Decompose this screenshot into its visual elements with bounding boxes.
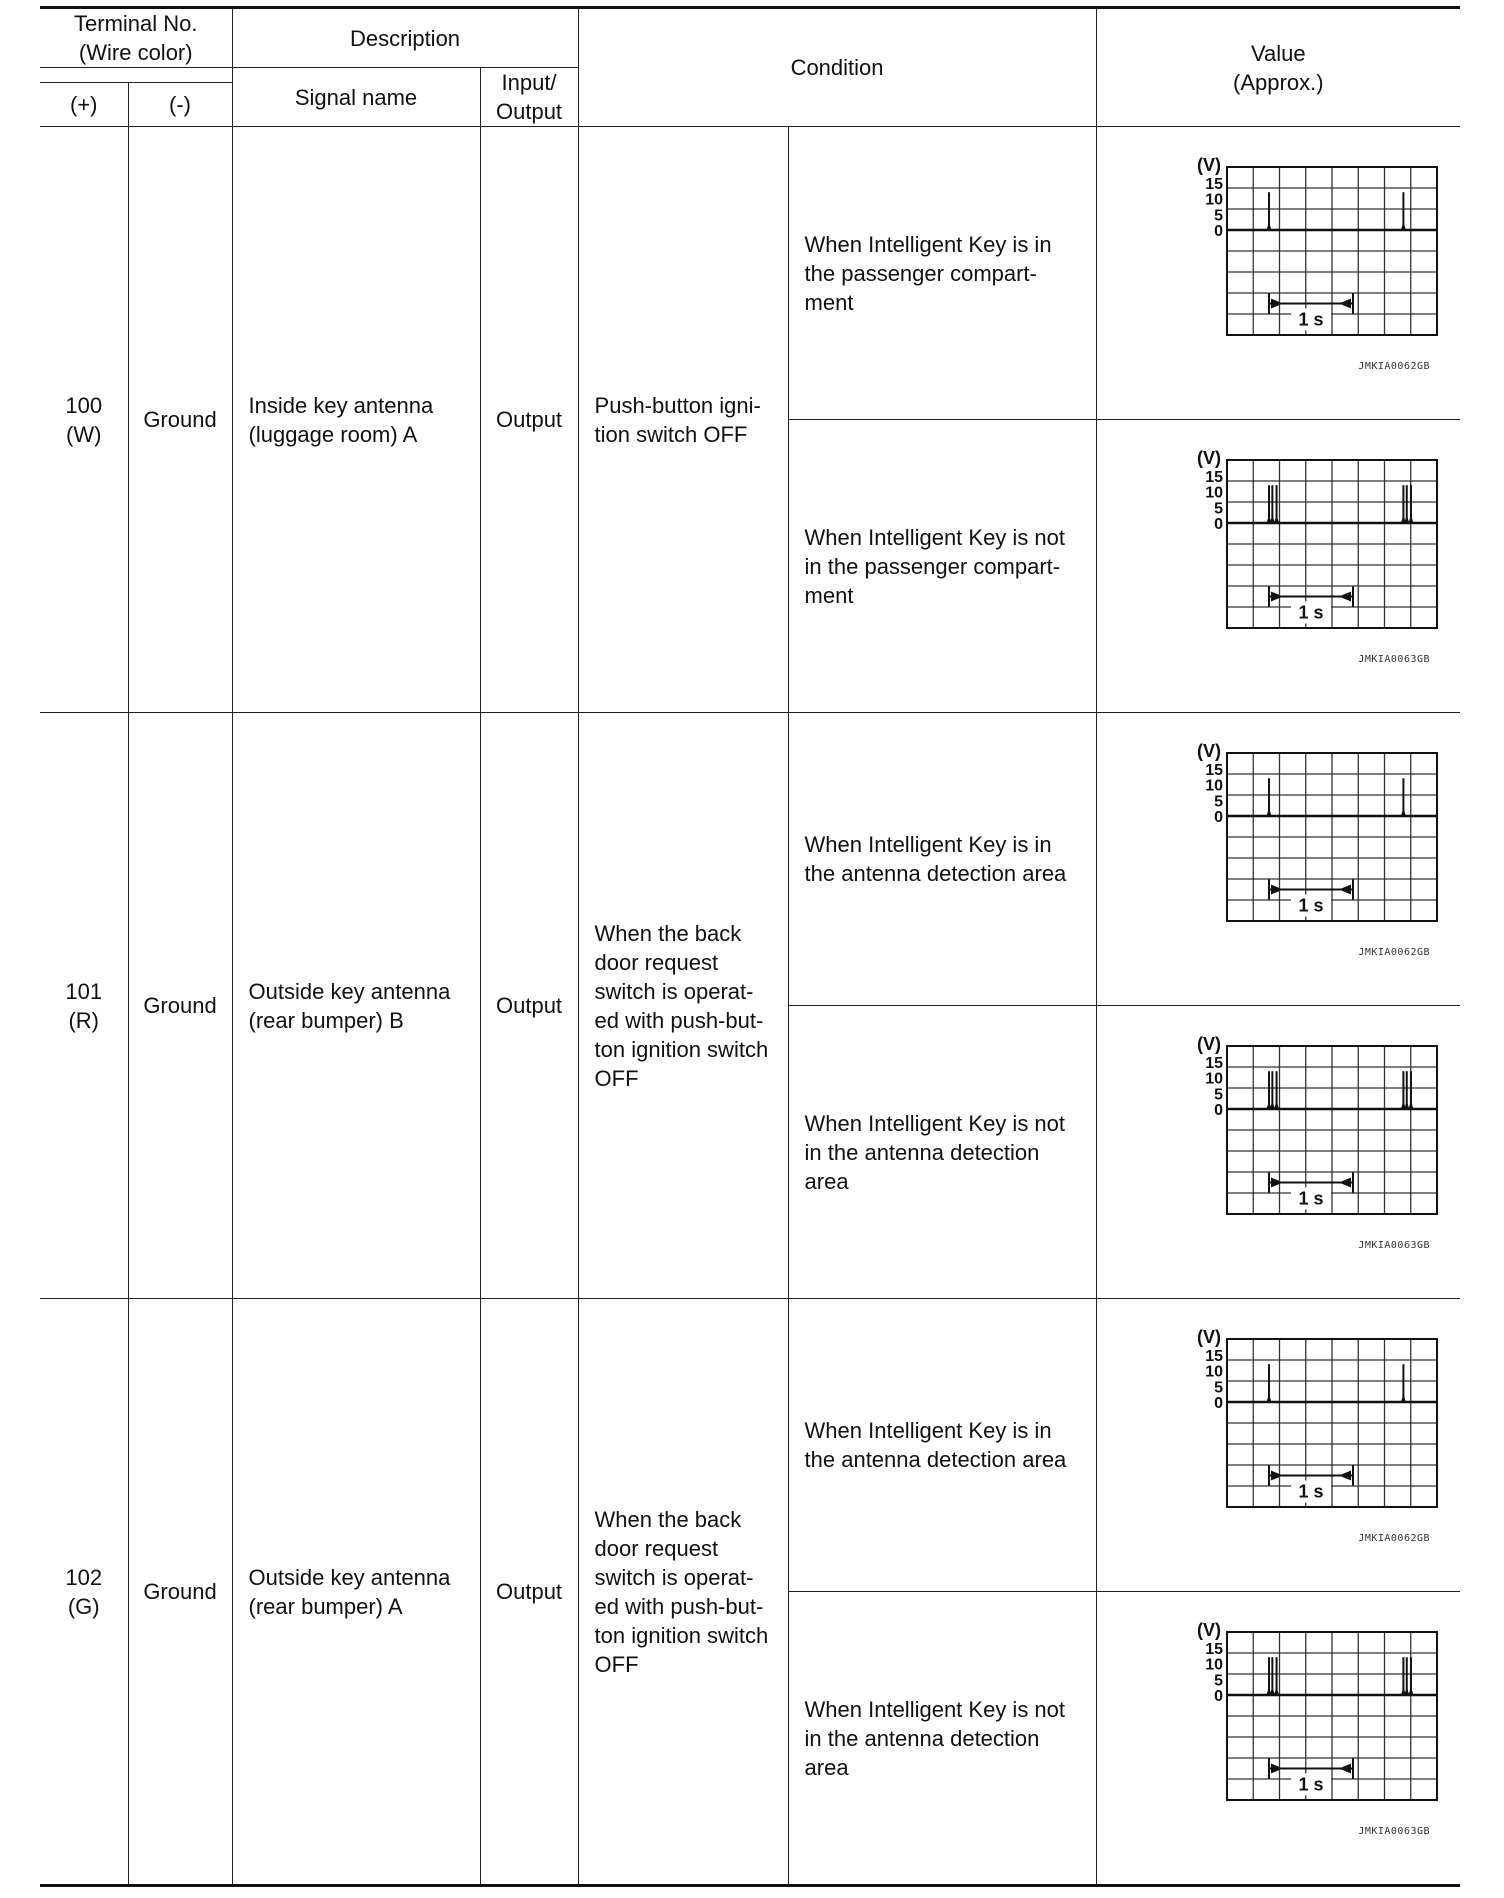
pulse-base <box>1266 222 1271 230</box>
pulse-base <box>1408 1687 1413 1695</box>
pulse-base <box>1404 1687 1409 1695</box>
terminal-number: 102 <box>65 1564 103 1590</box>
figure-code: JMKIA0063GB <box>1358 1240 1431 1251</box>
figure-code: JMKIA0063GB <box>1358 654 1431 665</box>
pulse-base <box>1266 1394 1271 1402</box>
y-tick-label: 15 <box>1204 1347 1223 1365</box>
sub-condition-line: in the antenna detection <box>804 1139 1040 1165</box>
time-arrow-left <box>1339 885 1351 895</box>
time-arrow-right <box>1271 1471 1283 1481</box>
waveform-chart <box>1147 1329 1447 1529</box>
time-label: 1 s <box>1298 602 1324 623</box>
y-tick-label: 10 <box>1204 484 1223 502</box>
sub-condition-line: ment <box>804 582 854 608</box>
y-unit-label: (V) <box>1196 1329 1221 1347</box>
sub-condition-cell <box>788 1592 1096 1886</box>
signal-name-line: (luggage room) A <box>248 421 418 447</box>
terminal-cell <box>40 713 128 1299</box>
y-tick-label: 5 <box>1213 793 1223 811</box>
wire-color: (R) <box>68 1007 100 1033</box>
sub-condition-line: in the passenger compart- <box>804 553 1061 579</box>
header-io <box>480 68 578 127</box>
waveform-box <box>1097 127 1461 419</box>
figure-code: JMKIA0062GB <box>1358 947 1431 958</box>
sub-condition-cell <box>788 127 1096 420</box>
y-unit-label: (V) <box>1196 1622 1221 1640</box>
header-terminal <box>40 8 232 68</box>
y-tick-label: 10 <box>1204 1656 1223 1674</box>
waveform-box <box>1097 713 1461 1005</box>
sub-condition-line: When Intelligent Key is not <box>804 524 1066 550</box>
pulse-base <box>1400 1394 1405 1402</box>
pulse-base <box>1274 1687 1279 1695</box>
header-value-label: Value <box>1250 40 1306 66</box>
waveform-cell <box>1096 127 1460 420</box>
table-row <box>40 127 1460 420</box>
time-arrow-left <box>1339 592 1351 602</box>
condition-line: ed with push-but- <box>594 1593 764 1619</box>
condition-line: OFF <box>594 1065 639 1091</box>
sub-condition-line: the antenna detection area <box>804 1447 1067 1472</box>
header-terminal-no: Terminal No. <box>74 11 198 36</box>
y-tick-label: 15 <box>1204 468 1223 486</box>
condition-line: ton ignition switch <box>594 1036 769 1062</box>
condition-line: OFF <box>594 1651 639 1677</box>
y-tick-label: 5 <box>1213 1379 1223 1397</box>
signal-name-line: Inside key antenna <box>248 392 434 418</box>
signal-name-line: (rear bumper) B <box>248 1007 404 1033</box>
pulse-base <box>1274 1101 1279 1109</box>
sub-condition-line: When Intelligent Key is in <box>804 1418 1052 1443</box>
header-input-label: Input/ <box>501 70 557 95</box>
sub-condition-line: area <box>804 1168 849 1194</box>
io-cell: Output <box>480 127 578 713</box>
condition-line: When the back <box>594 920 742 946</box>
terminal-number: 100 <box>65 392 103 418</box>
waveform-cell <box>1096 1592 1460 1886</box>
pulse-base <box>1400 222 1405 230</box>
header-minus: (-) <box>128 82 232 126</box>
time-label: 1 s <box>1298 895 1324 916</box>
waveform-cell <box>1096 1299 1460 1592</box>
sub-condition-line: the passenger compart- <box>804 260 1037 286</box>
condition-cell <box>578 713 788 1299</box>
pulse-base <box>1269 1101 1274 1109</box>
table-row <box>40 713 1460 1006</box>
y-tick-label: 0 <box>1213 809 1223 826</box>
time-arrow-left <box>1339 299 1351 309</box>
waveform-chart <box>1147 743 1447 943</box>
io-cell: Output <box>480 713 578 1299</box>
y-tick-label: 0 <box>1213 516 1223 533</box>
y-tick-label: 5 <box>1213 1086 1223 1104</box>
y-unit-label: (V) <box>1196 1036 1221 1054</box>
sub-condition-line: When Intelligent Key is in <box>804 832 1052 857</box>
y-tick-label: 10 <box>1204 1363 1223 1381</box>
waveform-box <box>1097 1592 1461 1884</box>
header-output-label: Output <box>496 99 563 124</box>
y-tick-label: 15 <box>1204 761 1223 779</box>
waveform-chart <box>1147 1036 1447 1236</box>
wire-color: (G) <box>67 1593 100 1619</box>
document <box>40 6 1460 1888</box>
ground-cell: Ground <box>128 713 232 1299</box>
pulse-base <box>1404 515 1409 523</box>
terminal-cell <box>40 127 128 713</box>
signal-name-line: Outside key antenna <box>248 1564 451 1590</box>
pulse-base <box>1404 1101 1409 1109</box>
figure-code: JMKIA0063GB <box>1358 1826 1431 1837</box>
ground-cell: Ground <box>128 127 232 713</box>
waveform-cell <box>1096 1006 1460 1299</box>
wire-color: (W) <box>66 421 102 447</box>
sub-condition-line: in the antenna detection <box>804 1725 1040 1751</box>
time-arrow-left <box>1339 1764 1351 1774</box>
y-tick-label: 5 <box>1213 1672 1223 1690</box>
ground-cell: Ground <box>128 1299 232 1886</box>
waveform-box <box>1097 420 1461 712</box>
time-arrow-right <box>1271 885 1283 895</box>
signal-name-line: (rear bumper) A <box>248 1593 403 1619</box>
pulse-base <box>1408 515 1413 523</box>
signal-name-cell <box>232 127 480 713</box>
pulse-base <box>1269 515 1274 523</box>
waveform-chart <box>1147 1622 1447 1822</box>
y-unit-label: (V) <box>1196 743 1221 761</box>
table-row <box>40 1299 1460 1592</box>
signal-name-cell <box>232 1299 480 1886</box>
waveform-cell <box>1096 713 1460 1006</box>
sub-condition-cell <box>788 1006 1096 1299</box>
sub-condition-line: When Intelligent Key is in <box>804 231 1052 257</box>
io-cell: Output <box>480 1299 578 1886</box>
y-tick-label: 15 <box>1204 175 1223 193</box>
figure-code: JMKIA0062GB <box>1358 1533 1431 1544</box>
sub-condition-line: the antenna detection area <box>804 861 1067 886</box>
time-arrow-left <box>1339 1471 1351 1481</box>
waveform-box <box>1097 1006 1461 1298</box>
condition-line: tion switch OFF <box>594 421 748 447</box>
pulse-base <box>1274 515 1279 523</box>
sub-condition-cell <box>788 713 1096 1006</box>
waveform-chart <box>1147 450 1447 650</box>
condition-line: door request <box>594 949 719 975</box>
waveform-cell <box>1096 420 1460 713</box>
header-terminal-spacer <box>40 68 232 83</box>
time-arrow-right <box>1271 592 1283 602</box>
condition-cell <box>578 1299 788 1886</box>
time-label: 1 s <box>1298 1188 1324 1209</box>
header-condition: Condition <box>578 8 1096 127</box>
pulse-base <box>1266 808 1271 816</box>
header-value <box>1096 8 1460 127</box>
sub-condition-cell <box>788 1299 1096 1592</box>
time-arrow-right <box>1271 1764 1283 1774</box>
terminal-table <box>40 6 1460 1887</box>
header-signal-name: Signal name <box>232 68 480 127</box>
time-label: 1 s <box>1298 1481 1324 1502</box>
condition-line: Push-button igni- <box>594 392 761 418</box>
time-arrow-right <box>1271 299 1283 309</box>
signal-name-line: Outside key antenna <box>248 978 451 1004</box>
pulse-base <box>1269 1687 1274 1695</box>
condition-line: switch is operat- <box>594 978 754 1004</box>
condition-line: ton ignition switch <box>594 1622 769 1648</box>
y-tick-label: 0 <box>1213 1688 1223 1705</box>
y-unit-label: (V) <box>1196 157 1221 175</box>
pulse-base <box>1400 808 1405 816</box>
y-tick-label: 15 <box>1204 1054 1223 1072</box>
condition-line: switch is operat- <box>594 1564 754 1590</box>
sub-condition-line: ment <box>804 289 854 315</box>
y-tick-label: 0 <box>1213 1102 1223 1119</box>
sub-condition-line: area <box>804 1754 849 1780</box>
y-tick-label: 5 <box>1213 207 1223 225</box>
y-tick-label: 0 <box>1213 223 1223 240</box>
waveform-chart <box>1147 157 1447 357</box>
sub-condition-cell <box>788 420 1096 713</box>
time-arrow-left <box>1339 1178 1351 1188</box>
waveform-box <box>1097 1299 1461 1591</box>
time-label: 1 s <box>1298 1774 1324 1795</box>
y-tick-label: 15 <box>1204 1640 1223 1658</box>
sub-condition-line: When Intelligent Key is not <box>804 1110 1066 1136</box>
header-wire-color: (Wire color) <box>78 40 193 65</box>
condition-line: ed with push-but- <box>594 1007 764 1033</box>
y-unit-label: (V) <box>1196 450 1221 468</box>
condition-cell <box>578 127 788 713</box>
y-tick-label: 10 <box>1204 1070 1223 1088</box>
time-arrow-right <box>1271 1178 1283 1188</box>
header-approx-label: (Approx.) <box>1233 69 1324 95</box>
condition-line: door request <box>594 1535 719 1561</box>
y-tick-label: 10 <box>1204 777 1223 795</box>
y-tick-label: 0 <box>1213 1395 1223 1412</box>
y-tick-label: 10 <box>1204 191 1223 209</box>
figure-code: JMKIA0062GB <box>1358 361 1431 372</box>
header-plus: (+) <box>40 82 128 126</box>
condition-line: When the back <box>594 1506 742 1532</box>
y-tick-label: 5 <box>1213 500 1223 518</box>
terminal-number: 101 <box>65 978 103 1004</box>
sub-condition-line: When Intelligent Key is not <box>804 1696 1066 1722</box>
header-description: Description <box>232 8 578 68</box>
terminal-cell <box>40 1299 128 1886</box>
time-label: 1 s <box>1298 309 1324 330</box>
signal-name-cell <box>232 713 480 1299</box>
pulse-base <box>1408 1101 1413 1109</box>
